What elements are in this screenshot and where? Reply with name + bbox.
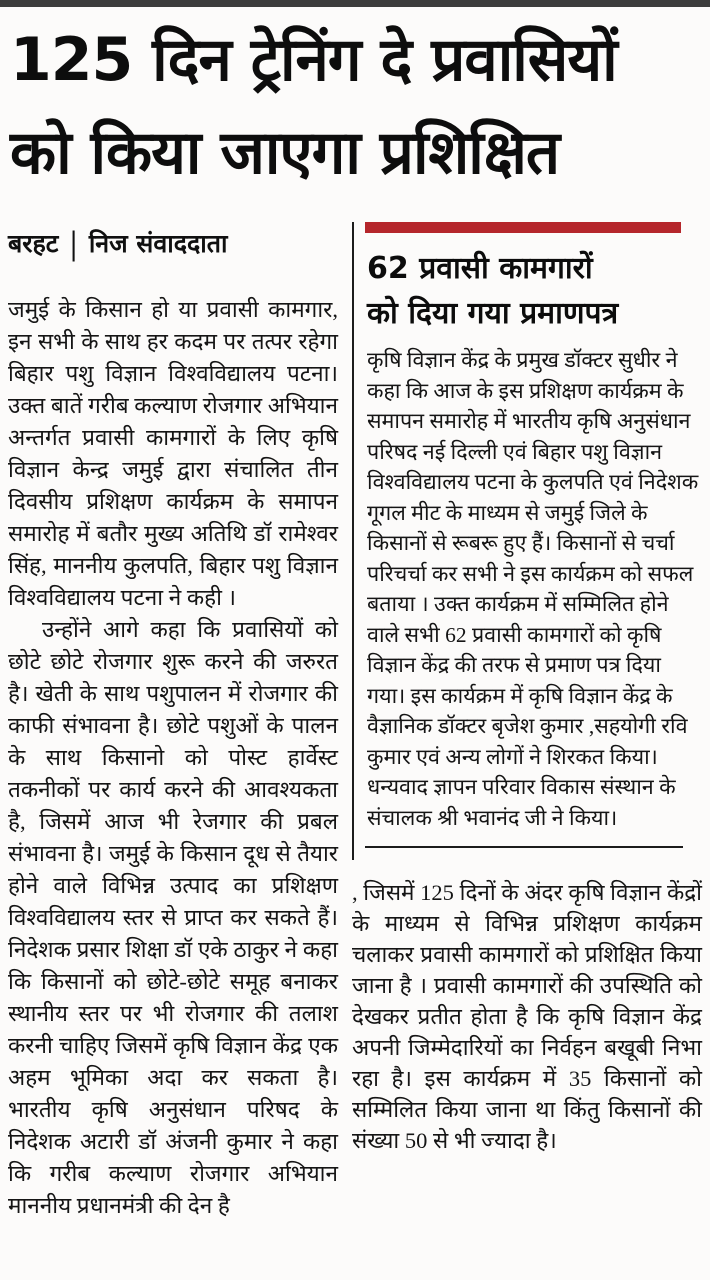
byline (8, 226, 338, 262)
left-paragraph-2: उन्होंने आगे कहा कि प्रवासियों को छोटे छोटे रोजगार शुरू करने की जरुरत है। खेती के साथ पशुपालन में रोजगार की काफी संभावना है। छोटे पशुओं के पालन के साथ किसानो को पोस्ट हार्वेस्ट तकनीकों पर कार्य करने की आवश्यकता है, जिसमें आज भी रेजगार की प्रबल संभावना है। जमुई के किसान दूध से तैयार होने वाले विभिन्न उत्पाद का प्रशिक्षण विश्वविद्यालय स्तर से प्राप्त कर सकते हैं। निदेशक प्रसार शिक्षा डॉ एके ठाकुर ने कहा कि किसानों को छोटे-छोटे समूह बनाकर स्थानीय स्तर पर भी रोजगार की तलाश करनी चाहिए जिसमें कृषि विज्ञान केंद्र एक अहम भूमिका अदा कर सकता है। भारतीय कृषि अनुसंधान परिषद के निदेशक अटारी डॉ अंजनी कुमार ने कहा कि गरीब कल्याण रोजगार अभियान माननीय प्रधानमंत्री की देन है (8, 617, 338, 1218)
box-bottom-rule (365, 846, 683, 848)
sidebar-box-body: कृषि विज्ञान केंद्र के प्रमुख डॉक्टर सुधीर ने कहा कि आज के इस प्रशिक्षण कार्यक्रम के समापन समारोह में भारतीय कृषि अनुसंधान परिषद नई दिल्ली एवं बिहार पशु विज्ञान विश्वविद्यालय पटना के कुलपति एवं निदेशक गूगल मीट के माध्यम से जमुई जिले के किसानों से रूबरू हुए हैं। किसानों से चर्चा परिचर्चा कर सभी ने इस कार्यक्रम को सफल बताया । उक्त कार्यक्रम में सम्मिलित होने वाले सभी 62 प्रवासी कामगारों को कृषि विज्ञान केंद्र की तरफ से प्रमाण पत्र दिया गया। इस कार्यक्रम में कृषि विज्ञान केंद्र के वैज्ञानिक डॉक्टर बृजेश कुमार ,सहयोगी रवि कुमार एवं अन्य लोगों ने शिरकत किया। धन्यवाद ज्ञापन परिवार विकास संस्थान के संचालक श्री भवानंद जी ने किया। (367, 348, 699, 830)
right-column (352, 222, 706, 1156)
left-column (8, 226, 338, 1222)
red-accent-bar (365, 222, 681, 233)
article-headline (10, 14, 706, 200)
sidebar-box-headline (367, 246, 700, 336)
byline-location: बरहट (8, 229, 59, 258)
box-headline-line-2: को दिया गया प्रमाणपत्र (367, 296, 619, 331)
right-paragraph: , जिसमें 125 दिनों के अंदर कृषि विज्ञान केंद्रों के माध्यम से विभिन्न प्रशिक्षण कार्यक्रम चलाकर प्रवासी कामगारों को प्रशिक्षित किया जाना है । प्रवासी कामगारों की उपस्थिति को देखकर प्रतीत होता है कि कृषि विज्ञान केंद्र अपनी जिम्मेदारियों का निर्वहन बखूबी निभा रहा है। इस कार्यक्रम में 35 किसानों को सम्मिलित किया जाना था किंतु किसानों की संख्या 50 से भी ज्यादा है। (352, 880, 702, 1153)
byline-reporter: निज संवाददाता (88, 229, 228, 258)
box-headline-line-1: 62 प्रवासी कामगारों (367, 251, 593, 286)
left-paragraph-1: जमुई के किसान हो या प्रवासी कामगार, इन सभी के साथ हर कदम पर तत्पर रहेगा बिहार पशु विज्ञान विश्वविद्यालय पटना। उक्त बातें गरीब कल्याण रोजगार अभियान अन्तर्गत प्रवासी कामगारों के लिए कृषि विज्ञान केन्द्र जमुई द्वारा संचालित तीन दिवसीय प्रशिक्षण कार्यक्रम के समापन समारोह में बतौर मुख्य अतिथि डॉ रामेश्वर सिंह, माननीय कुलपति, बिहार पशु विज्ञान विश्वविद्यालय पटना ने कही । (8, 297, 338, 610)
top-edge-strip (0, 0, 710, 7)
sidebar-box (352, 222, 700, 860)
byline-separator: | (69, 225, 78, 262)
headline-line-1: 125 दिन ट्रेनिंग दे प्रवासियों (10, 25, 617, 95)
headline-line-2: को किया जाएगा प्रशिक्षित (10, 118, 560, 188)
